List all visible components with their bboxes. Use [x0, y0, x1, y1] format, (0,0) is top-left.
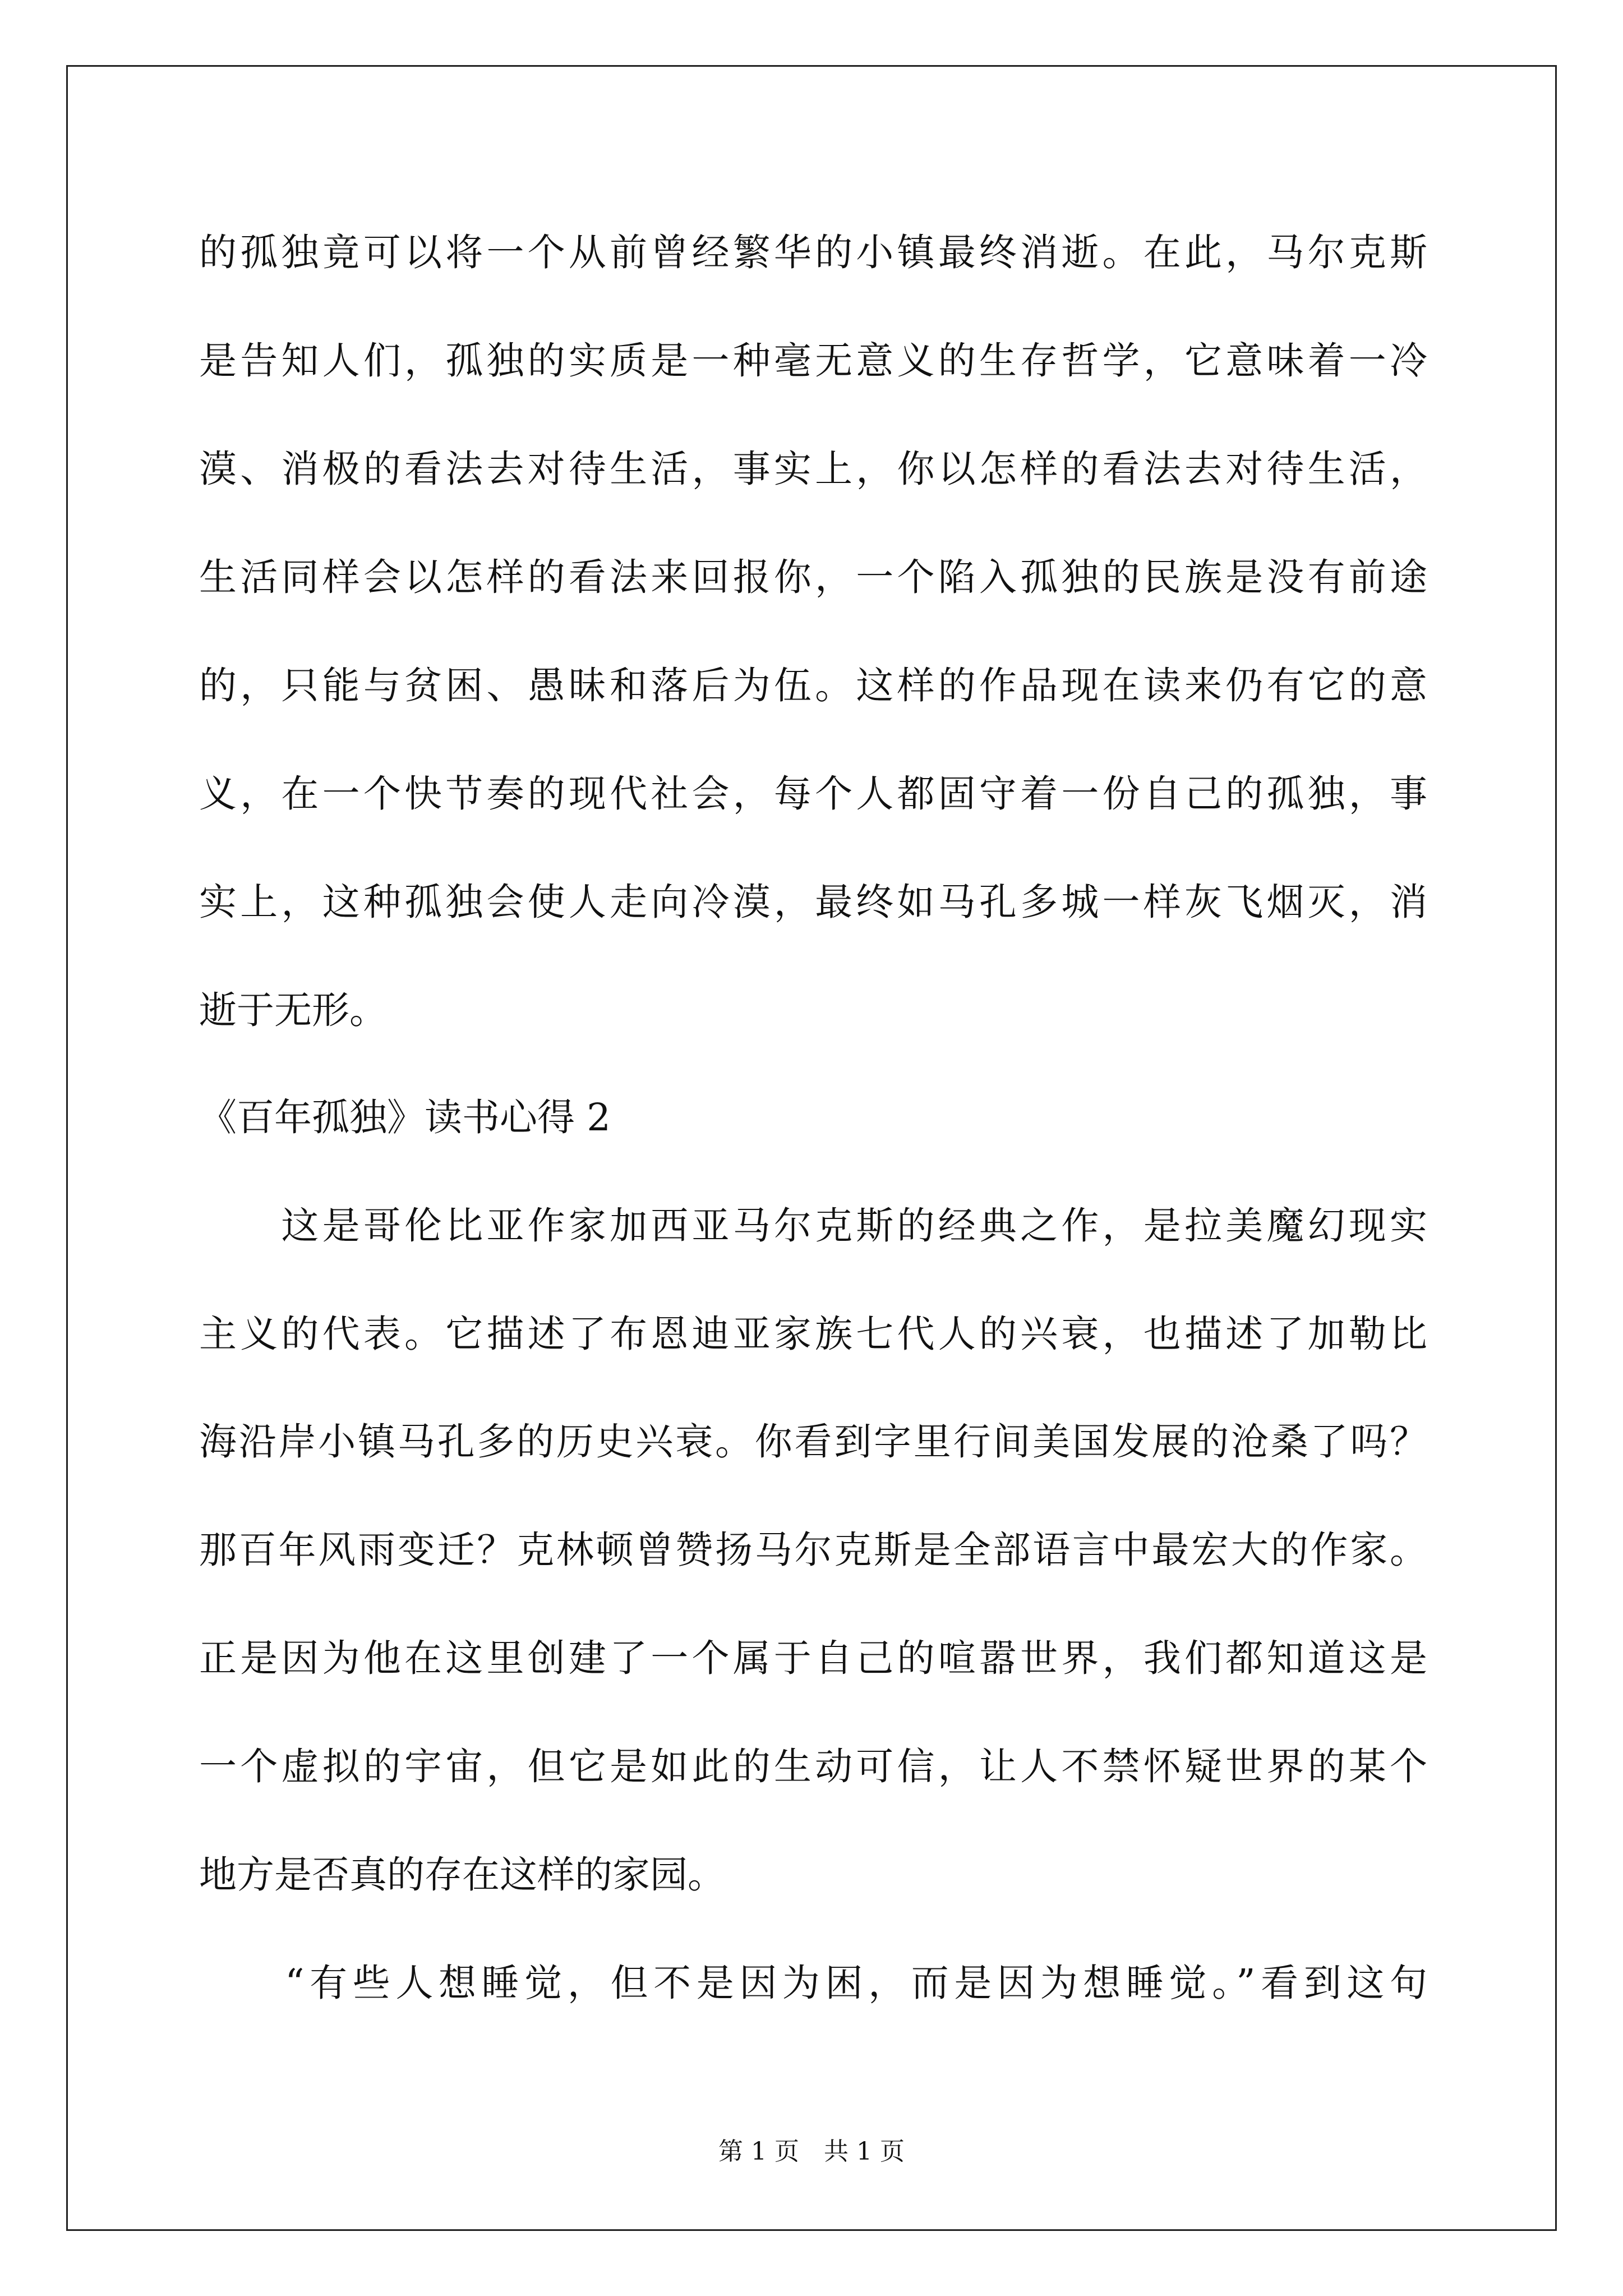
section-heading: 《百年孤独》读书心得 2: [199, 1096, 611, 1139]
body-text-line: 实上，这种孤独会使人走向冷漠，最终如马孔多城一样灰飞烟灭，消: [199, 880, 1427, 924]
body-text-line: 义，在一个快节奏的现代社会，每个人都固守着一份自己的孤独，事: [199, 772, 1427, 816]
body-text-line: 生活同样会以怎样的看法来回报你，一个陷入孤独的民族是没有前途: [199, 555, 1427, 599]
body-text-line: 的孤独竟可以将一个从前曾经繁华的小镇最终消逝。在此，马尔克斯: [199, 231, 1427, 274]
body-text-line: 正是因为他在这里创建了一个属于自己的喧嚣世界，我们都知道这是: [199, 1636, 1427, 1680]
page-footer: 第 1 页 共 1 页: [718, 2137, 905, 2166]
body-text-line: 这是哥伦比亚作家加西亚马尔克斯的经典之作，是拉美魔幻现实: [199, 1204, 1427, 1248]
body-text-line: 是告知人们，孤独的实质是一种毫无意义的生存哲学，它意味着一冷: [199, 339, 1427, 383]
body-text-line: 逝于无形。: [199, 988, 387, 1032]
body-text-line: 的，只能与贫困、愚昧和落后为伍。这样的作品现在读来仍有它的意: [199, 664, 1427, 707]
body-text-line: 一个虚拟的宇宙，但它是如此的生动可信，让人不禁怀疑世界的某个: [199, 1745, 1427, 1788]
body-text-line: 海沿岸小镇马孔多的历史兴衰。你看到字里行间美国发展的沧桑了吗？: [199, 1420, 1427, 1464]
body-text-line: 那百年风雨变迁？克林顿曾赞扬马尔克斯是全部语言中最宏大的作家。: [199, 1528, 1427, 1572]
body-text-line: 地方是否真的存在这样的家园。: [199, 1853, 725, 1897]
body-text-line: 漠、消极的看法去对待生活，事实上，你以怎样的看法去对待生活，: [199, 447, 1427, 491]
page-border: [66, 65, 1557, 2231]
body-text-line: 主义的代表。它描述了布恩迪亚家族七代人的兴衰，也描述了加勒比: [199, 1312, 1427, 1356]
body-text-line: “有些人想睡觉，但不是因为困，而是因为想睡觉。”看到这句: [199, 1961, 1427, 2005]
